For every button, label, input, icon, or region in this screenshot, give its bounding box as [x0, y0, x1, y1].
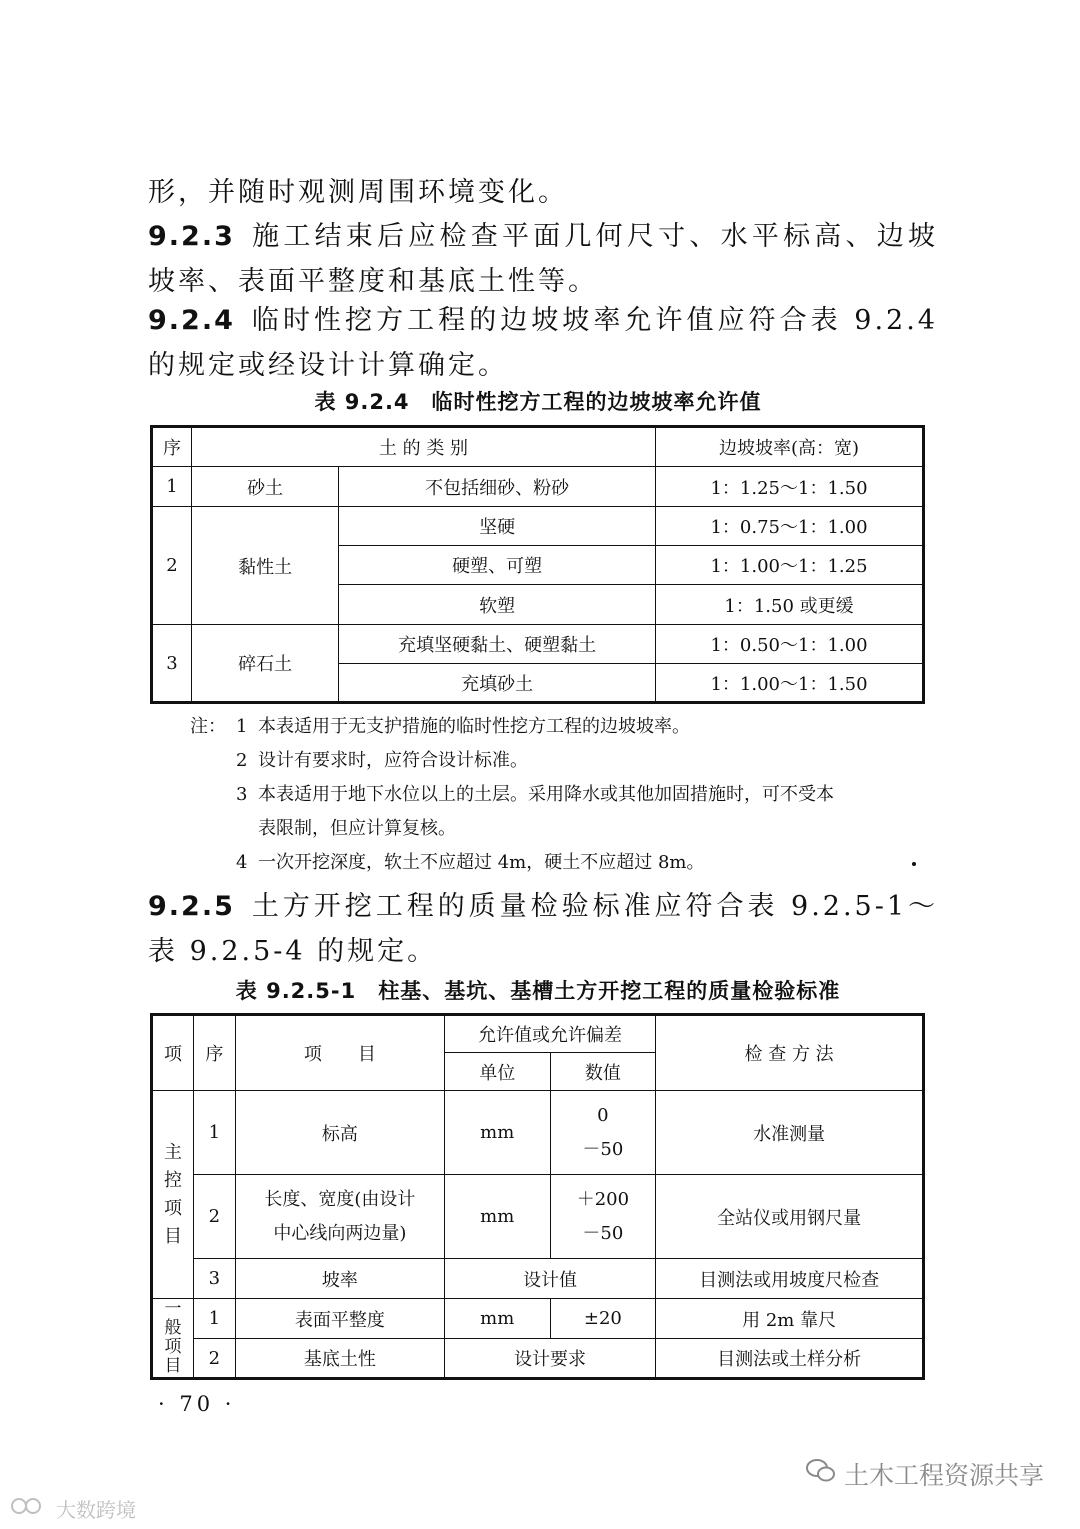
clause-number: 9.2.3 [148, 221, 235, 252]
header-item: 项 目 [235, 1015, 444, 1091]
table-9-2-4-caption: 表 9.2.4 临时性挖方工程的边坡坡率允许值 [314, 390, 762, 414]
cell-seq: 2 [193, 1175, 235, 1259]
cell-slope: 1：1.00～1：1.25 [656, 546, 924, 585]
header-seq: 序 [152, 427, 192, 467]
paragraph-text: 施工结束后应检查平面几何尺寸、水平标高、边坡坡率、表面平整度和基底土性等。 [148, 221, 938, 297]
table-row [152, 625, 924, 664]
cell-soil-sub: 不包括细砂、粉砂 [339, 467, 656, 507]
table-row [152, 507, 924, 546]
cell-soil-sub: 充填坚硬黏土、硬塑黏土 [339, 625, 656, 664]
cell-slope: 1：1.25～1：1.50 [656, 467, 924, 507]
paragraph-text: 形，并随时观测周围环境变化。 [148, 177, 568, 208]
cell-slope: 1：1.50 或更缓 [656, 585, 924, 625]
header-slope: 边坡坡率(高：宽) [656, 427, 924, 467]
table-9-2-5-1 [150, 1013, 925, 1380]
cell-allowance: 设计要求 [444, 1339, 655, 1379]
cell-slope: 1：0.75～1：1.00 [656, 507, 924, 546]
cell-soil-type: 砂土 [191, 467, 338, 507]
cell-unit: mm [444, 1175, 550, 1259]
table-row [152, 1259, 924, 1299]
paragraph-9-2-5 [148, 884, 938, 974]
paragraph-text: 土方开挖工程的质量检验标准应符合表 9.2.5-1～表 9.2.5-4 的规定。 [148, 891, 938, 967]
note-text: 设计有要求时，应符合设计标准。 [258, 750, 528, 771]
table-header-row [152, 427, 924, 467]
watermark-text: 大数跨境 [56, 1498, 136, 1522]
table-row [152, 1299, 924, 1339]
table-row [152, 1091, 924, 1175]
note-text-continued: 表限制，但应计算复核。 [258, 818, 456, 839]
cell-slope: 1：1.00～1：1.50 [656, 664, 924, 703]
cell-value: ＋200 －50 [550, 1175, 656, 1259]
cell-seq: 1 [152, 467, 192, 507]
paragraph-9-2-4 [148, 298, 938, 388]
note-text: 一次开挖深度，软土不应超过 4m，硬土不应超过 8m。 [258, 852, 705, 873]
watermark-brand [10, 1494, 136, 1523]
cell-seq: 1 [193, 1091, 235, 1175]
cell-method: 目测法或土样分析 [656, 1339, 924, 1379]
notes-label: 注： [190, 716, 226, 737]
cell-seq: 3 [193, 1259, 235, 1299]
table-row [152, 467, 924, 507]
table-notes [190, 710, 930, 880]
paragraph-9-2-3 [148, 214, 938, 304]
clause-number: 9.2.4 [148, 305, 235, 336]
cell-item: 基底土性 [235, 1339, 444, 1379]
cell-method: 目测法或用坡度尺检查 [656, 1259, 924, 1299]
note-item [190, 710, 930, 744]
cell-seq: 3 [152, 625, 192, 703]
category-main-control: 主 控 项 目 [152, 1091, 194, 1299]
cell-value: 0 －50 [550, 1091, 656, 1175]
paragraph-text: 临时性挖方工程的边坡坡率允许值应符合表 9.2.4 的规定或经设计计算确定。 [148, 305, 938, 381]
watermark-wechat [806, 1456, 1044, 1492]
note-item [190, 778, 930, 812]
header-allowance: 允许值或允许偏差 [444, 1015, 655, 1053]
cell-seq: 1 [193, 1299, 235, 1339]
note-number: 2 [236, 750, 248, 771]
cell-soil-sub: 硬塑、可塑 [339, 546, 656, 585]
note-number: 4 [236, 852, 248, 873]
cell-item: 坡率 [235, 1259, 444, 1299]
cell-item: 标高 [235, 1091, 444, 1175]
cell-soil-sub: 充填砂土 [339, 664, 656, 703]
paragraph-continued [148, 170, 938, 215]
header-seq: 序 [193, 1015, 235, 1091]
cell-slope: 1：0.50～1：1.00 [656, 625, 924, 664]
table-header-row [152, 1015, 924, 1053]
header-value: 数值 [550, 1053, 656, 1091]
note-text: 本表适用于无支护措施的临时性挖方工程的边坡坡率。 [258, 716, 690, 737]
cell-soil-sub: 坚硬 [339, 507, 656, 546]
table-9-2-5-1-caption: 表 9.2.5-1 柱基、基坑、基槽土方开挖工程的质量检验标准 [235, 979, 841, 1003]
note-number: 3 [236, 784, 248, 805]
note-item [190, 744, 930, 778]
note-item [190, 846, 930, 880]
brand-logo-icon [10, 1495, 50, 1522]
cell-soil-type: 黏性土 [191, 507, 338, 625]
cell-value: ±20 [550, 1299, 656, 1339]
cell-item: 表面平整度 [235, 1299, 444, 1339]
cell-allowance: 设计值 [444, 1259, 655, 1299]
cell-soil-type: 碎石土 [191, 625, 338, 703]
table-row [152, 1175, 924, 1259]
cell-unit: mm [444, 1091, 550, 1175]
header-soil-type: 土 的 类 别 [191, 427, 655, 467]
cell-soil-sub: 软塑 [339, 585, 656, 625]
clause-number: 9.2.5 [148, 891, 235, 922]
table-9-2-4 [150, 425, 925, 704]
stray-dot [912, 862, 916, 866]
table-row [152, 1339, 924, 1379]
header-method: 检 查 方 法 [656, 1015, 924, 1091]
cell-seq: 2 [193, 1339, 235, 1379]
note-number: 1 [236, 716, 248, 737]
watermark-text: 土木工程资源共享 [843, 1461, 1044, 1490]
cell-method: 水准测量 [656, 1091, 924, 1175]
page-number: · 70 · [158, 1392, 236, 1416]
cell-method: 用 2m 靠尺 [656, 1299, 924, 1339]
category-general: 一 般 项 目 [152, 1299, 194, 1379]
cell-item: 长度、宽度(由设计 中心线向两边量) [235, 1175, 444, 1259]
cell-method: 全站仪或用钢尺量 [656, 1175, 924, 1259]
note-text: 本表适用于地下水位以上的土层。采用降水或其他加固措施时，可不受本 [258, 784, 834, 805]
cell-seq: 2 [152, 507, 192, 625]
wechat-icon [806, 1458, 836, 1490]
header-category: 项 [152, 1015, 194, 1091]
header-unit: 单位 [444, 1053, 550, 1091]
cell-unit: mm [444, 1299, 550, 1339]
